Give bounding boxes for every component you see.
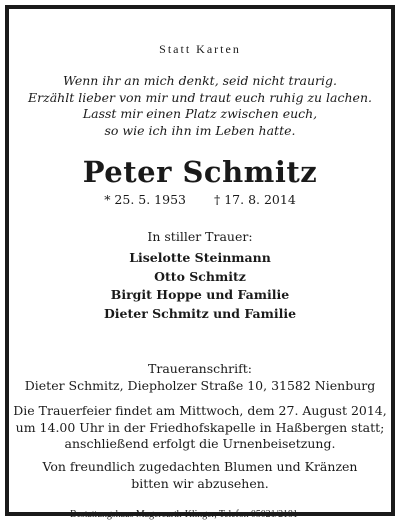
mourners-list bbox=[9, 249, 391, 323]
death-date: † 17. 8. 2014 bbox=[214, 192, 296, 207]
address-label: Traueranschrift: bbox=[148, 361, 252, 376]
flowers-note bbox=[9, 459, 391, 492]
poem-line: Lasst mir einen Platz zwischen euch, bbox=[82, 106, 318, 121]
funeral-home-footer: Bestattungshaus Magercurth-Klinger, Telefon 05021/2181 bbox=[70, 509, 298, 520]
flowers-line: Von freundlich zugedachten Blumen und Kränzen bbox=[42, 459, 358, 474]
death-notice bbox=[9, 9, 391, 512]
flowers-line: bitten wir abzusehen. bbox=[131, 475, 269, 491]
poem-line: Erzählt lieber von mir und traut euch ruhig zu lachen. bbox=[28, 89, 372, 105]
mourner-name: Liselotte Steinmann bbox=[129, 250, 271, 265]
mourner-name: Otto Schmitz bbox=[154, 268, 246, 284]
mourning-address: Dieter Schmitz, Diepholzer Straße 10, 31582 Nienburg bbox=[24, 378, 376, 393]
mourning-label: In stiller Trauer: bbox=[147, 229, 253, 244]
deceased-name: Peter Schmitz bbox=[82, 155, 318, 189]
poem bbox=[9, 73, 391, 139]
birth-date: * 25. 5. 1953 bbox=[104, 192, 186, 207]
ceremony-line: anschließend erfolgt die Urnenbeisetzung. bbox=[64, 436, 336, 451]
header-text: Statt Karten bbox=[159, 42, 241, 56]
mourner-name: Dieter Schmitz und Familie bbox=[103, 305, 297, 321]
ceremony-line: Die Trauerfeier findet am Mittwoch, dem 27. August 2014, bbox=[13, 403, 387, 418]
poem-line: so wie ich ihn im Leben hatte. bbox=[104, 122, 296, 138]
life-dates bbox=[9, 192, 391, 207]
ceremony-line: um 14.00 Uhr in der Friedhofskapelle in Haßbergen statt; bbox=[15, 419, 385, 435]
ceremony-info bbox=[9, 403, 391, 453]
mourner-name: Birgit Hoppe und Familie bbox=[110, 287, 290, 302]
notice-border bbox=[5, 5, 395, 516]
poem-line: Wenn ihr an mich denkt, seid nicht traurig. bbox=[63, 73, 337, 88]
